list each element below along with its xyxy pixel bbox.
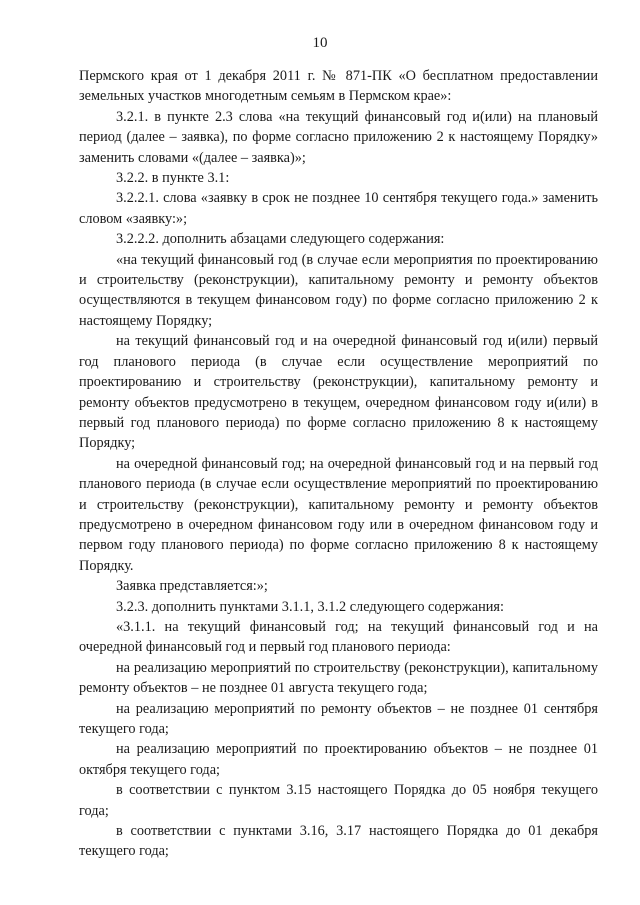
paragraph-construction-deadline: на реализацию мероприятий по строительству (реконструкции), капитальному ремонту объектов – не позднее 01 августа текущего года;: [79, 659, 598, 697]
paragraph-3-2-2: 3.2.2. в пункте 3.1:: [116, 170, 230, 187]
paragraph-3-2-1: 3.2.1. в пункте 2.3 слова «на текущий финансовый год и(или) на плановый период (далее – заявка), по форме согласно приложению 2 к настоящему Порядку» заменить словами «(далее – заявка)»;: [79, 108, 598, 166]
paragraph-clause-3-16-deadline: в соответствии с пунктами 3.16, 3.17 настоящего Порядка до 01 декабря текущего года;: [79, 823, 598, 860]
paragraph-current-year: «на текущий финансовый год (в случае если мероприятия по проектированию и строительству (реконструкции), капитальному ремонту и ремонту объектов осуществляются в текущем финансовом году) по форме согласно приложению 2 к настоящему Порядку;: [79, 251, 598, 329]
paragraph-3-2-3: 3.2.3. дополнить пунктами 3.1.1, 3.1.2 следующего содержания:: [116, 598, 504, 615]
paragraph-intro: Пермского края от 1 декабря 2011 г. № 871-ПК «О бесплатном предоставлении земельных участков многодетным семьям в Пермском крае»:: [79, 68, 598, 105]
paragraph-current-and-next-year: на текущий финансовый год и на очередной финансовый год и(или) первый год планового периода (в случае если осуществление мероприятий по проектированию и строительству (реконструкции), капитальному ремонту и ремонту объектов предусмотрено в текущем, очередном финансовом году и(или) в первый год планового периода) по форме согласно приложению 8 к настоящему Порядку;: [79, 333, 598, 452]
paragraph-3-2-2-1: 3.2.2.1. слова «заявку в срок не позднее 10 сентября текущего года.» заменить словом «заявку:»;: [79, 190, 598, 227]
paragraph-repair-deadline: на реализацию мероприятий по ремонту объектов – не позднее 01 сентября текущего года;: [79, 700, 598, 737]
paragraph-design-deadline: на реализацию мероприятий по проектированию объектов – не позднее 01 октября текущего года;: [79, 741, 598, 778]
paragraph-3-1-1: «3.1.1. на текущий финансовый год; на текущий финансовый год и на очередной финансовый год и первый год планового периода:: [79, 618, 598, 656]
page-number: 10: [312, 35, 328, 51]
document-body: [79, 66, 598, 862]
paragraph-application-submitted: Заявка представляется:»;: [116, 578, 268, 595]
paragraph-clause-3-15-deadline: в соответствии с пунктом 3.15 настоящего Порядка до 05 ноября текущего года;: [79, 782, 598, 819]
paragraph-3-2-2-2: 3.2.2.2. дополнить абзацами следующего содержания:: [116, 231, 445, 248]
paragraph-next-year: на очередной финансовый год; на очередной финансовый год и на первый год планового периода (в случае если осуществление мероприятий по проектированию и строительству (реконструкции), капитальному ремонту и ремонту объектов предусмотрено в очередном финансовом году или в очередном финансовом году и первом году планового периода) по форме согласно приложению 8 к настоящему Порядку.: [79, 455, 598, 574]
